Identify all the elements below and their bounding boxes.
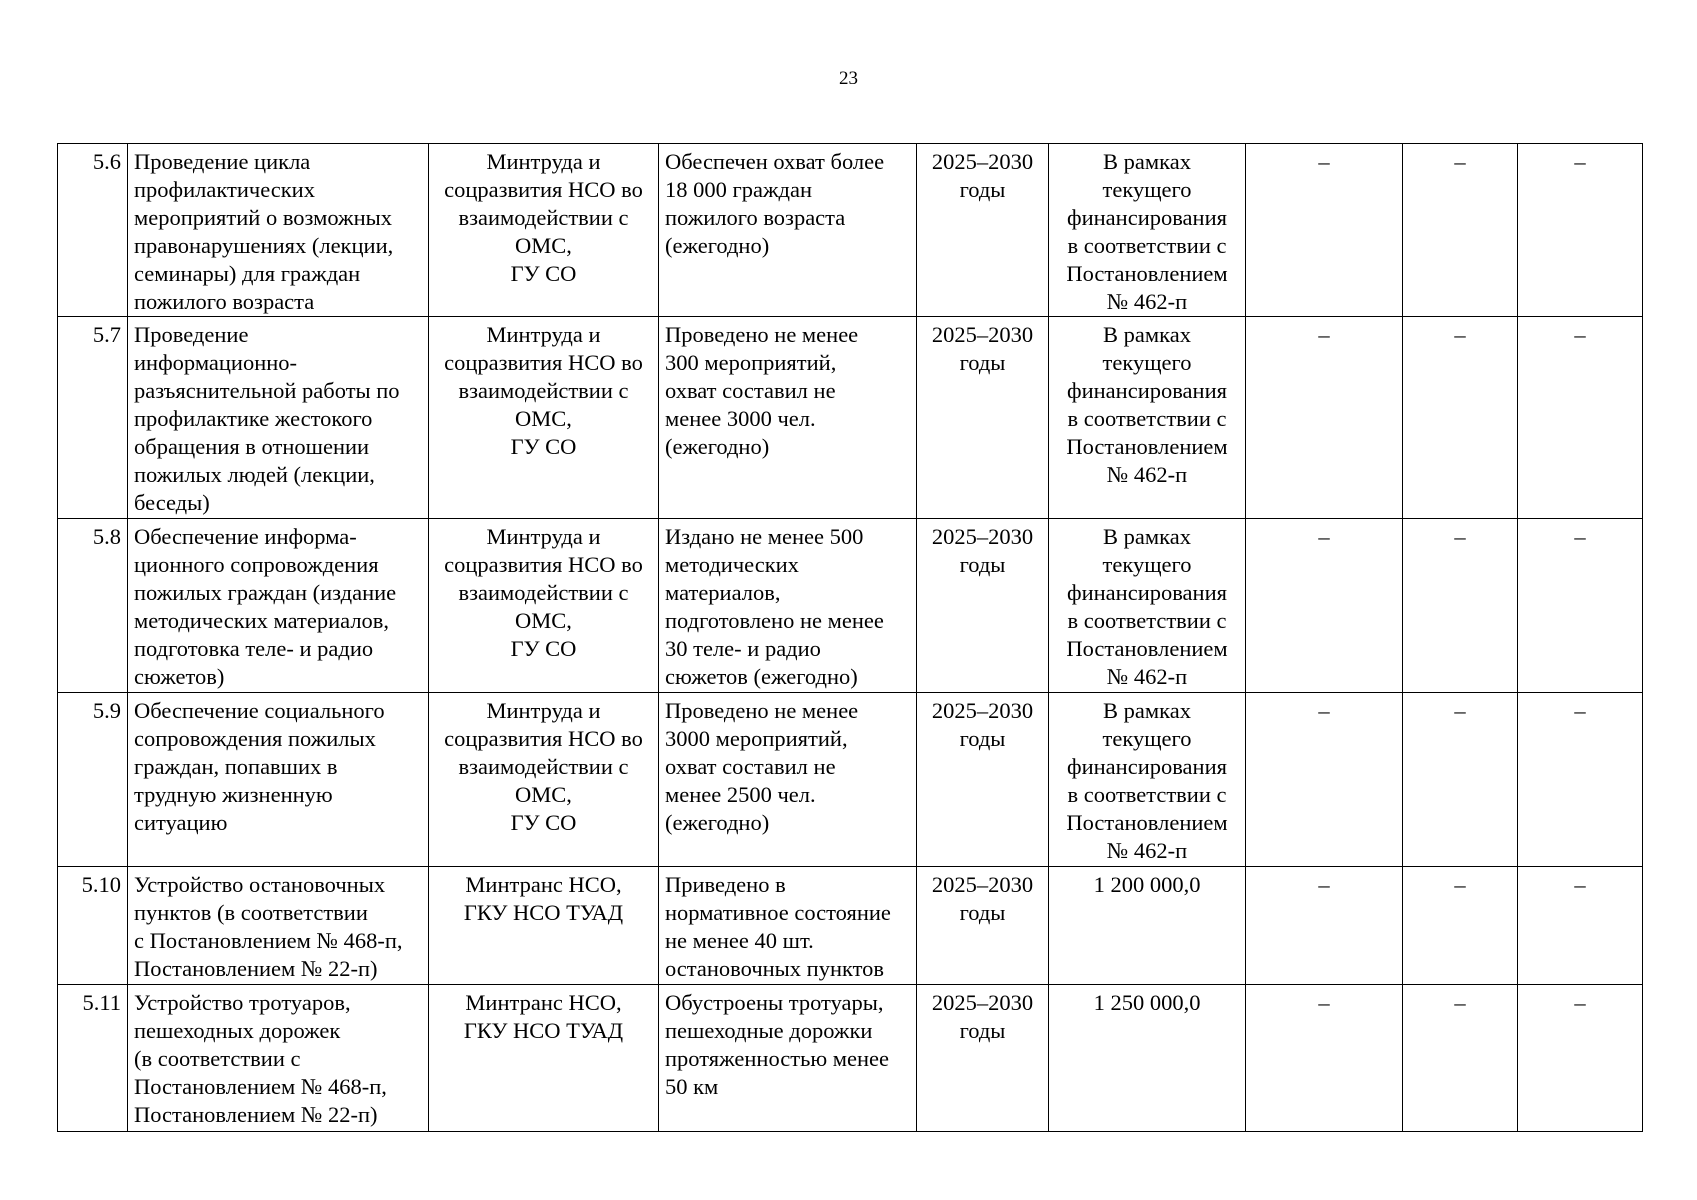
col9-value: – (1518, 985, 1643, 1132)
financing: В рамках текущего финансирования в соответствии с Постановлением № 462-п (1049, 693, 1246, 867)
page-number: 23 (839, 68, 858, 89)
row-number: 5.11 (58, 985, 128, 1132)
measure-name: Обеспечение социального сопровождения пожилых граждан, попавших в трудную жизненную ситуацию (128, 693, 429, 867)
col9-value: – (1518, 317, 1643, 519)
period: 2025–2030 годы (917, 144, 1049, 317)
col7-value: – (1246, 144, 1403, 317)
financing: В рамках текущего финансирования в соответствии с Постановлением № 462-п (1049, 317, 1246, 519)
executor: Минтруда и соцразвития НСО во взаимодействии с ОМС, ГУ СО (429, 144, 659, 317)
col8-value: – (1403, 693, 1518, 867)
expected-result: Приведено в нормативное состояние не менее 40 шт. остановочных пунктов (659, 867, 917, 985)
financing: 1 250 000,0 (1049, 985, 1246, 1132)
measure-name: Обеспечение информа- ционного сопровождения пожилых граждан (издание методических материалов, подготовка теле- и радио сюжетов) (128, 519, 429, 693)
table-row (58, 867, 1643, 985)
col9-value: – (1518, 867, 1643, 985)
col8-value: – (1403, 317, 1518, 519)
measures-table (57, 143, 1643, 1132)
executor: Минтруда и соцразвития НСО во взаимодействии с ОМС, ГУ СО (429, 519, 659, 693)
period: 2025–2030 годы (917, 317, 1049, 519)
measure-name: Устройство остановочных пунктов (в соответствии с Постановлением № 468-п, Постановлением № 22-п) (128, 867, 429, 985)
col8-value: – (1403, 144, 1518, 317)
table-row (58, 519, 1643, 693)
financing: В рамках текущего финансирования в соответствии с Постановлением № 462-п (1049, 519, 1246, 693)
row-number: 5.8 (58, 519, 128, 693)
col7-value: – (1246, 519, 1403, 693)
col7-value: – (1246, 693, 1403, 867)
executor: Минтранс НСО, ГКУ НСО ТУАД (429, 985, 659, 1132)
row-number: 5.10 (58, 867, 128, 985)
measure-name: Проведение цикла профилактических мероприятий о возможных правонарушениях (лекции, семинары) для граждан пожилого возраста (128, 144, 429, 317)
measure-name: Проведение информационно- разъяснительной работы по профилактике жестокого обращения в отношении пожилых людей (лекции, беседы) (128, 317, 429, 519)
col8-value: – (1403, 985, 1518, 1132)
period: 2025–2030 годы (917, 693, 1049, 867)
col7-value: – (1246, 317, 1403, 519)
row-number: 5.7 (58, 317, 128, 519)
executor: Минтруда и соцразвития НСО во взаимодействии с ОМС, ГУ СО (429, 317, 659, 519)
table-row (58, 144, 1643, 317)
expected-result: Проведено не менее 3000 мероприятий, охват составил не менее 2500 чел. (ежегодно) (659, 693, 917, 867)
financing: В рамках текущего финансирования в соответствии с Постановлением № 462-п (1049, 144, 1246, 317)
col9-value: – (1518, 693, 1643, 867)
expected-result: Обеспечен охват более 18 000 граждан пожилого возраста (ежегодно) (659, 144, 917, 317)
col9-value: – (1518, 519, 1643, 693)
financing: 1 200 000,0 (1049, 867, 1246, 985)
period: 2025–2030 годы (917, 519, 1049, 693)
row-number: 5.6 (58, 144, 128, 317)
executor: Минтранс НСО, ГКУ НСО ТУАД (429, 867, 659, 985)
table-row (58, 985, 1643, 1132)
period: 2025–2030 годы (917, 985, 1049, 1132)
expected-result: Издано не менее 500 методических материалов, подготовлено не менее 30 теле- и радио сюжетов (ежегодно) (659, 519, 917, 693)
col7-value: – (1246, 985, 1403, 1132)
expected-result: Обустроены тротуары, пешеходные дорожки протяженностью менее 50 км (659, 985, 917, 1132)
row-number: 5.9 (58, 693, 128, 867)
col8-value: – (1403, 867, 1518, 985)
table-row (58, 317, 1643, 519)
col8-value: – (1403, 519, 1518, 693)
period: 2025–2030 годы (917, 867, 1049, 985)
expected-result: Проведено не менее 300 мероприятий, охват составил не менее 3000 чел. (ежегодно) (659, 317, 917, 519)
executor: Минтруда и соцразвития НСО во взаимодействии с ОМС, ГУ СО (429, 693, 659, 867)
table-row (58, 693, 1643, 867)
col7-value: – (1246, 867, 1403, 985)
measure-name: Устройство тротуаров, пешеходных дорожек (в соответствии с Постановлением № 468-п, Постановлением № 22-п) (128, 985, 429, 1132)
col9-value: – (1518, 144, 1643, 317)
